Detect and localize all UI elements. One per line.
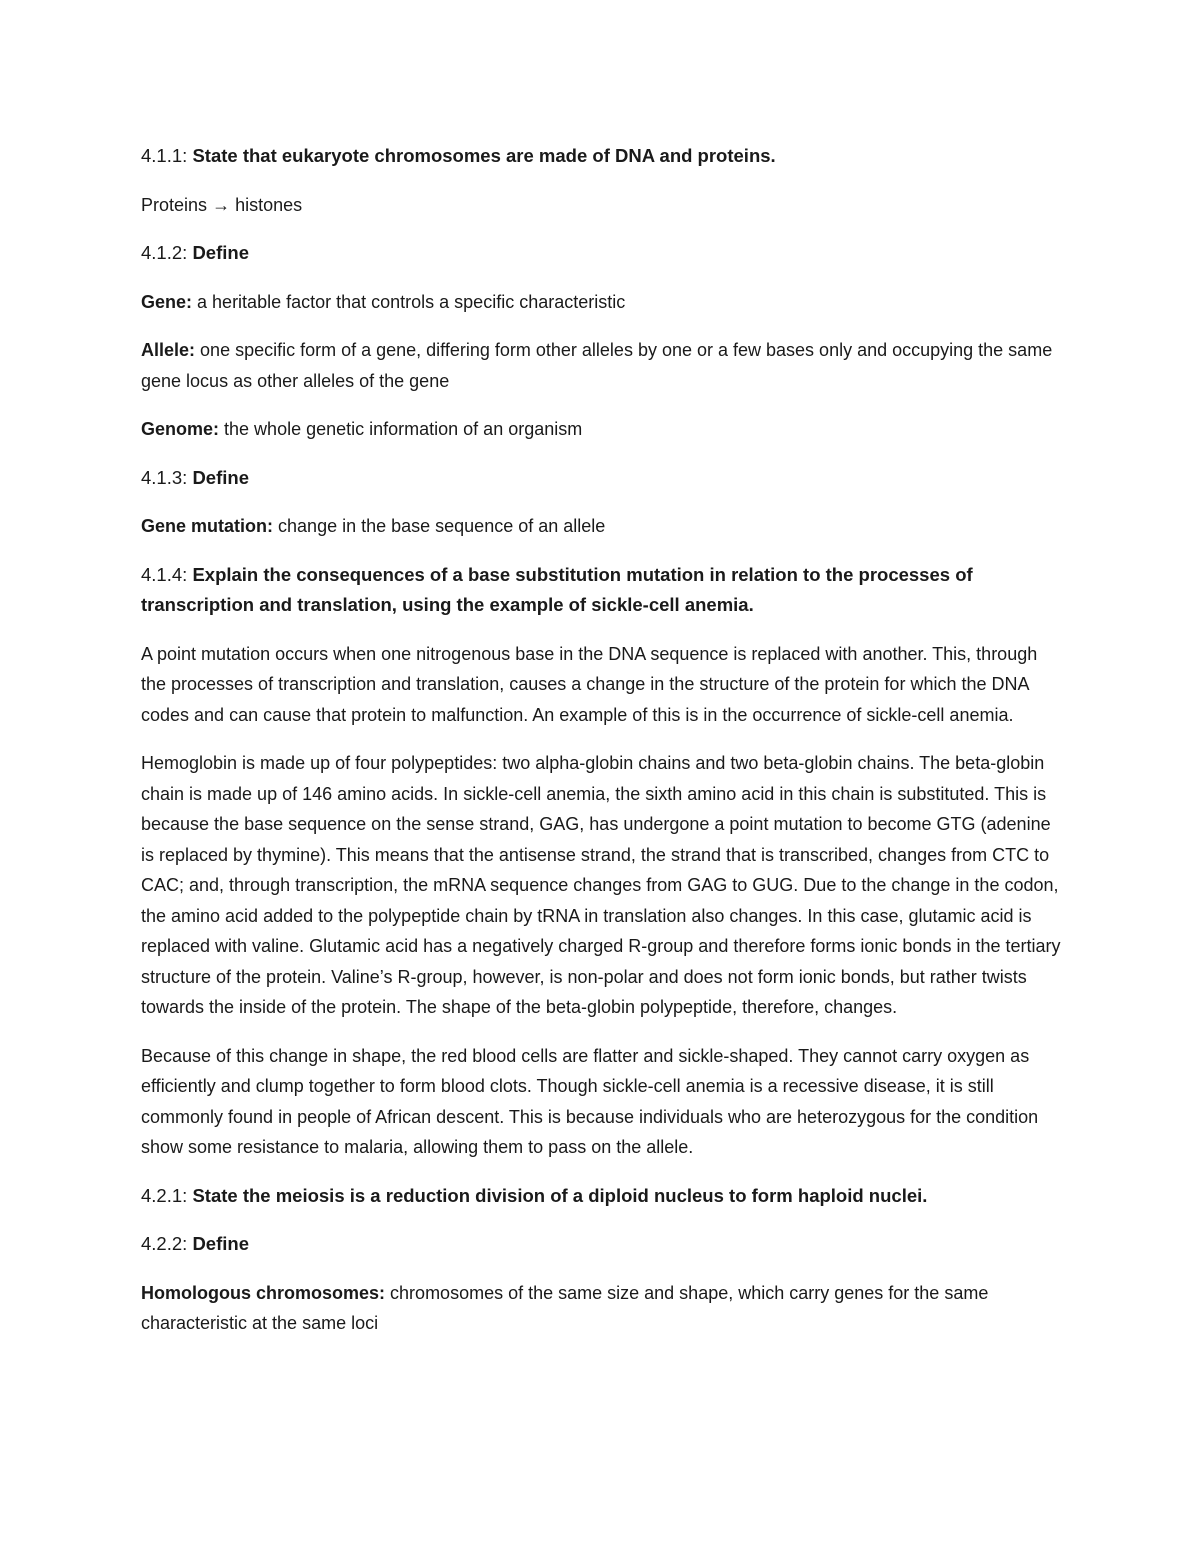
definition-text: change in the base sequence of an allele — [278, 516, 606, 536]
paragraph-point-mutation: A point mutation occurs when one nitrogenous base in the DNA sequence is replaced with another. This, through the processes of transcription and translation, causes a change in the structure of the protein for which the DNA codes and can cause that protein to malfunction. An example of this is in the occurrence of sickle-cell anemia. — [141, 643, 1038, 725]
section-title: State the meiosis is a reduction division of a diploid nucleus to form haploid nuclei. — [192, 1184, 928, 1206]
histones-text: histones — [235, 194, 303, 215]
section-number: 4.2.2: — [141, 1233, 188, 1254]
section-title: Define — [192, 1233, 249, 1254]
proteins-line — [141, 190, 1066, 221]
paragraph-hemoglobin: Hemoglobin is made up of four polypeptides: two alpha-globin chains and two beta-globin chains. The beta-globin chain is made up of 146 amino acids. In sickle-cell anemia, the sixth amino acid in this chain is substituted. This is because the base sequence on the sense strand, GAG, has undergone a point mutation to become GTG (adenine is replaced by thymine). This means that the antisense strand, the strand that is transcribed, changes from CTC to CAC; and, through transcription, the mRNA sequence changes from GAG to GUG. Due to the change in the codon, the amino acid added to the polypeptide chain by tRNA in translation also changes. In this case, glutamic acid is replaced with valine. Glutamic acid has a negatively charged R-group and therefore forms ionic bonds in the tertiary structure of the protein. Valine’s R-group, however, is non-polar and does not form ionic bonds, but rather twists towards the inside of the protein. The shape of the beta-globin polypeptide, therefore, changes. — [141, 753, 1061, 1017]
definition-text: one specific form of a gene, differing form other alleles by one or a few bases only and occupying the same gene locus as other alleles of the gene — [141, 340, 1053, 391]
definition-gene — [141, 287, 1066, 318]
heading-4-1-3 — [141, 463, 1066, 494]
section-number: 4.1.1: — [141, 145, 188, 166]
section-title: Define — [192, 466, 249, 488]
heading-4-2-2 — [141, 1229, 1066, 1260]
proteins-text: Proteins — [141, 194, 208, 215]
section-number: 4.2.1: — [141, 1184, 188, 1206]
section-title: Explain the consequences of a base substitution mutation in relation to the processes of transcription and translation, using the example of sickle-cell anemia. — [141, 563, 973, 615]
heading-4-2-1 — [141, 1181, 1066, 1212]
arrow-right-icon: → — [212, 194, 231, 215]
definition-term: Gene: — [141, 291, 193, 312]
definition-text: chromosomes of the same size and shape, which carry genes for the same characteristic at the same loci — [141, 1282, 989, 1333]
section-title: State that eukaryote chromosomes are made of DNA and proteins. — [192, 145, 776, 166]
heading-4-1-4 — [141, 560, 1066, 621]
section-number: 4.1.3: — [141, 466, 188, 488]
heading-4-1-1 — [141, 141, 1066, 172]
section-number: 4.1.2: — [141, 242, 188, 263]
definition-text: the whole genetic information of an organism — [224, 419, 583, 439]
paragraph-sickle-shape: Because of this change in shape, the red blood cells are flatter and sickle-shaped. They cannot carry oxygen as efficiently and clump together to form blood clots. Though sickle-cell anemia is a recessive disease, it is still commonly found in people of African descent. This is because individuals who are heterozygous for the condition show some resistance to malaria, allowing them to pass on the allele. — [141, 1045, 1039, 1157]
definition-gene-mutation — [141, 511, 1066, 542]
heading-4-1-2 — [141, 238, 1066, 269]
definition-term: Gene mutation: — [141, 516, 274, 536]
definition-term: Homologous chromosomes: — [141, 1282, 386, 1303]
document-page — [141, 141, 1066, 1339]
section-title: Define — [192, 242, 249, 263]
definition-genome — [141, 414, 1066, 445]
definition-term: Allele: — [141, 340, 196, 360]
section-number: 4.1.4: — [141, 563, 188, 585]
definition-homologous-chromosomes — [141, 1278, 1066, 1339]
definition-allele — [141, 335, 1066, 396]
definition-text: a heritable factor that controls a specific characteristic — [197, 291, 626, 312]
definition-term: Genome: — [141, 419, 220, 439]
